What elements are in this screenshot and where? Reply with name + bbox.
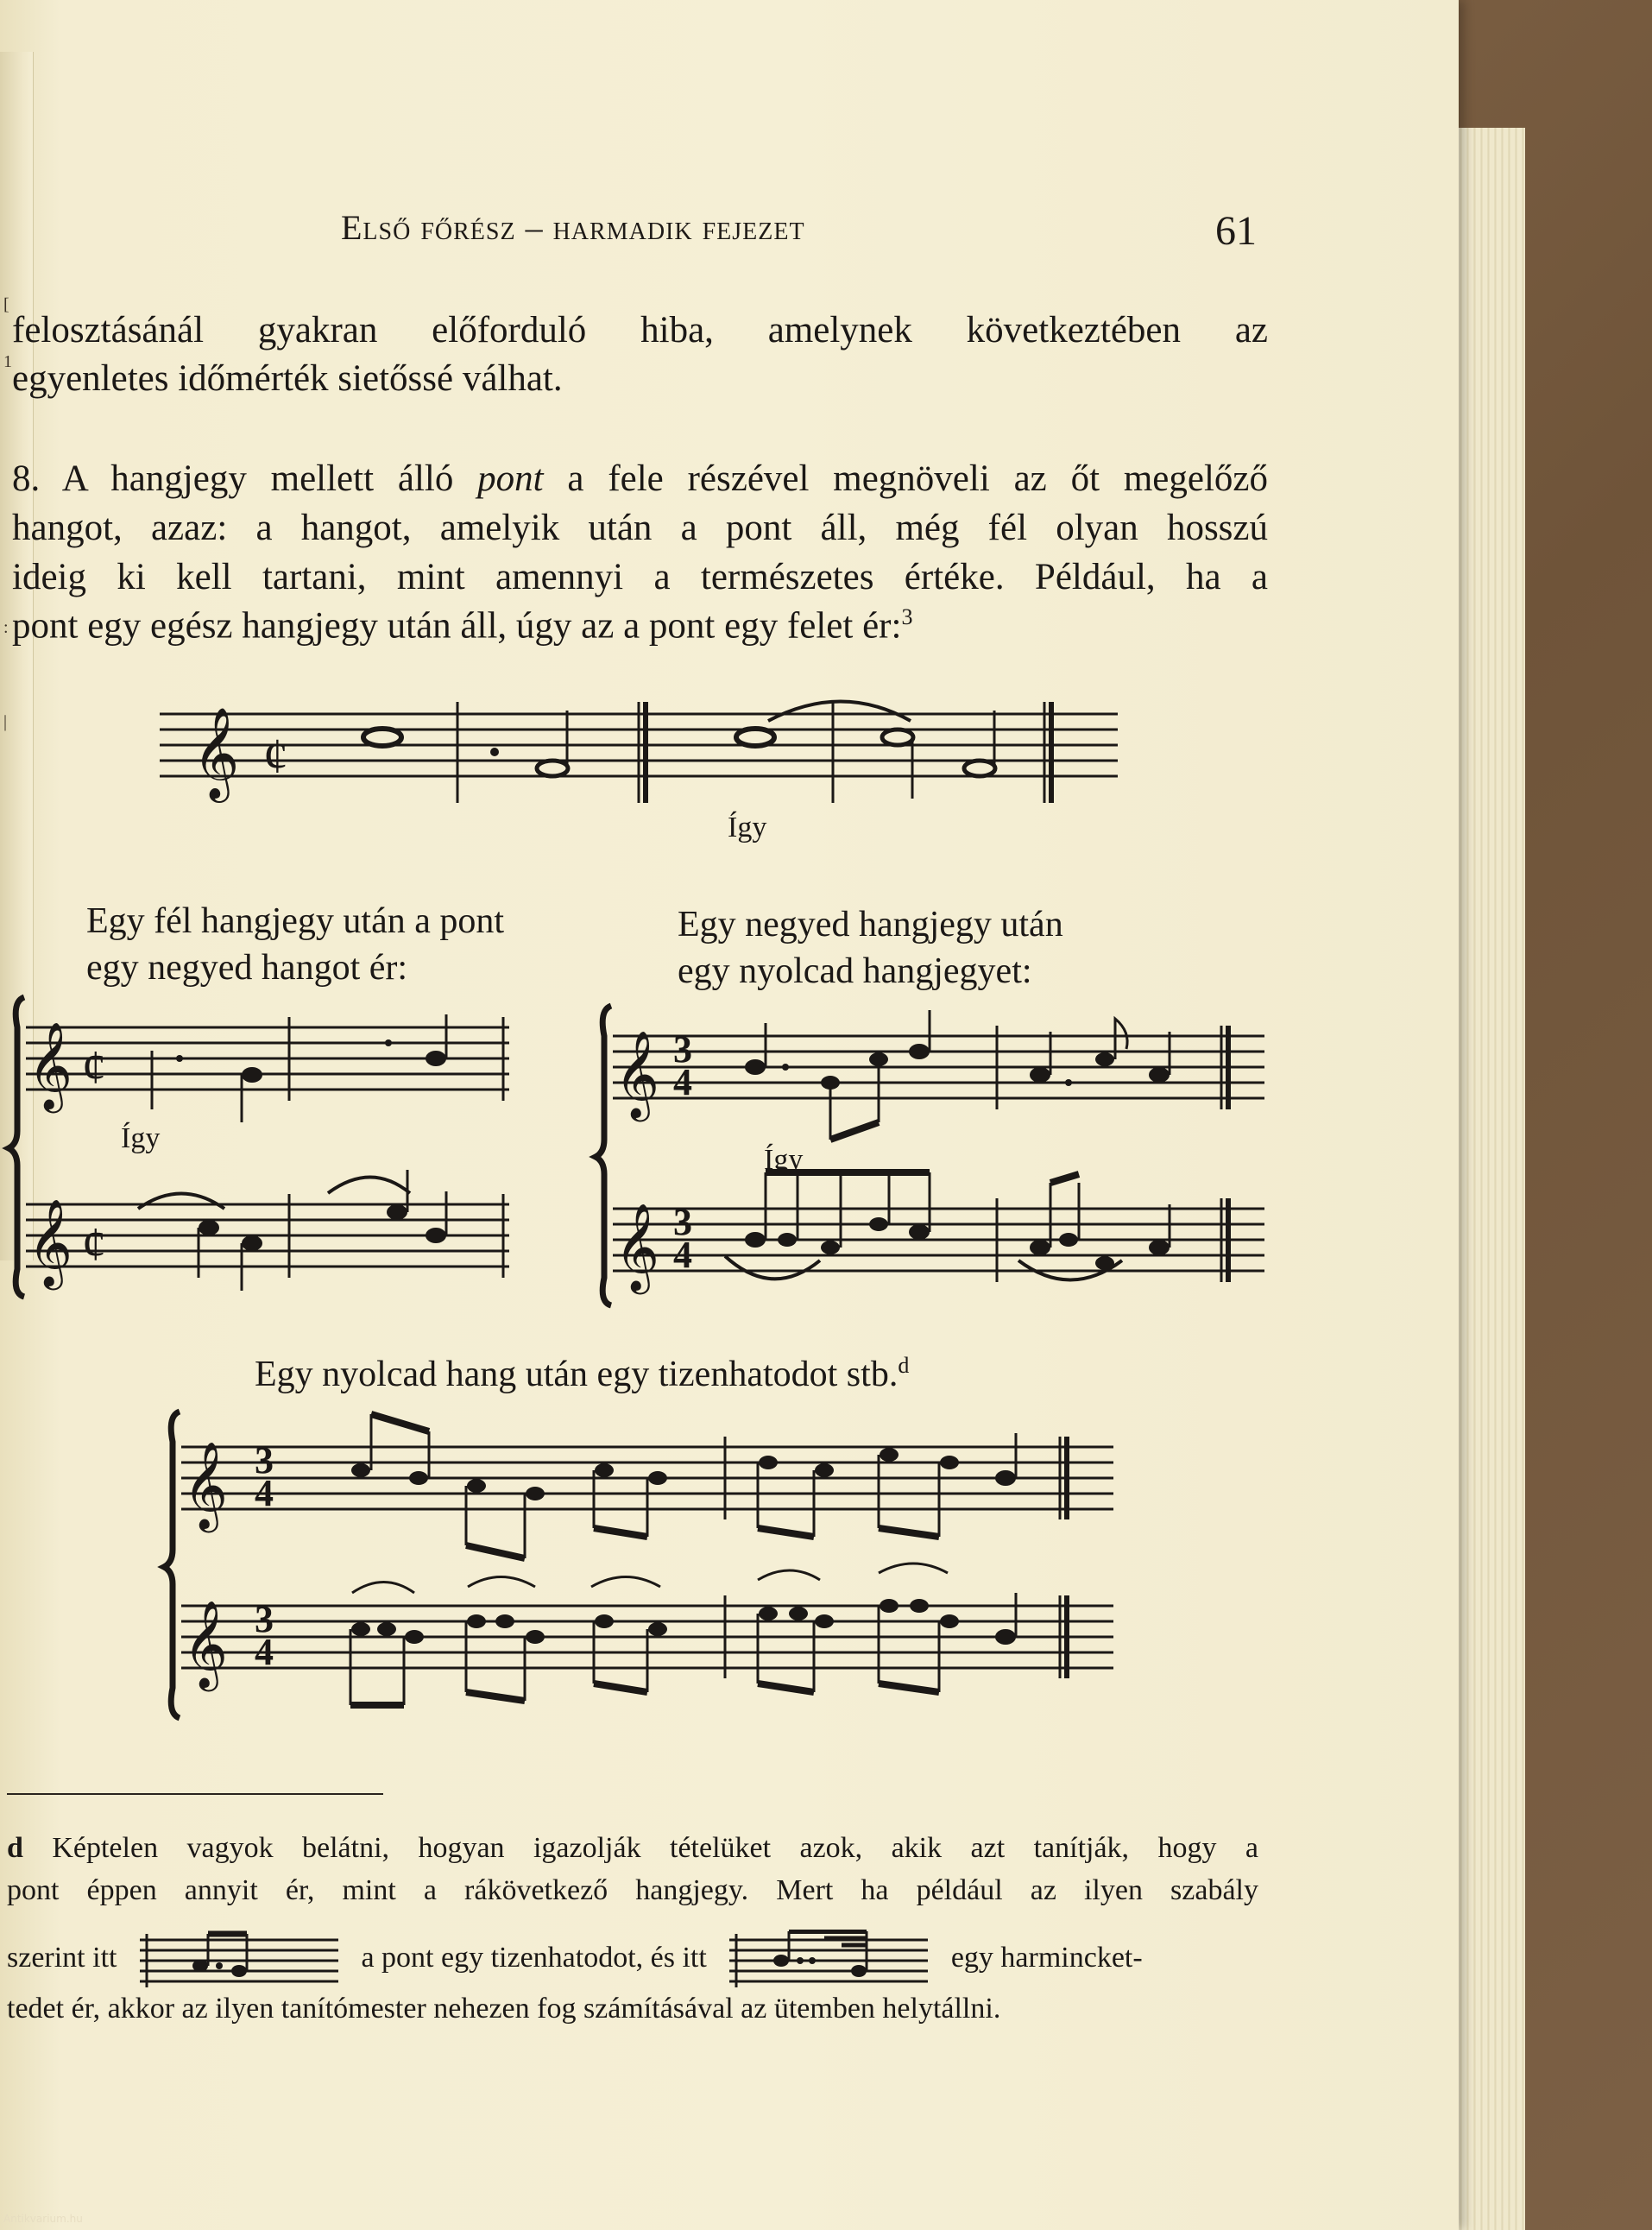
eighth-note — [1095, 1256, 1114, 1270]
quarter-note-caption-line-1: Egy negyed hangjegy után — [678, 905, 1063, 944]
augmentation-dot — [490, 748, 499, 756]
quarter-note — [1030, 1067, 1050, 1083]
footnote-music-snippet-thirtysecond — [729, 1930, 928, 1990]
eighth-note — [745, 1232, 766, 1248]
previous-page-fragment: [ — [3, 295, 9, 314]
quarter-note — [909, 1044, 930, 1059]
time-signature-denominator: 4 — [255, 1472, 274, 1514]
footnote-line-3-b: a pont egy tizenhatodot, és itt — [361, 1941, 707, 1974]
quarter-note — [1030, 1240, 1050, 1255]
sixteenth-note — [815, 1463, 834, 1477]
tie-arc — [758, 1570, 820, 1580]
augmentation-dot — [385, 1039, 392, 1046]
half-note — [964, 761, 995, 776]
beam — [1050, 1174, 1079, 1183]
quarter-note — [745, 1059, 766, 1075]
music-example-eighth-note — [155, 1407, 1122, 1722]
system-brace — [9, 997, 24, 1297]
sixteenth-note — [495, 1614, 514, 1628]
eighth-flag — [1115, 1019, 1127, 1059]
treble-clef-icon: 𝄞 — [192, 706, 240, 799]
footnote-separator — [7, 1793, 383, 1795]
eighth-note — [595, 1463, 614, 1477]
footnote-line-3-c: egy harmincket- — [950, 1941, 1143, 1974]
eighth-note — [1095, 1052, 1114, 1066]
sixteenth-note — [648, 1622, 667, 1636]
time-signature-numerator: 3 — [255, 1598, 274, 1640]
tie-arc — [138, 1194, 224, 1210]
eighth-note — [778, 1233, 797, 1247]
half-note-caption-line-2: egy negyed hangot ér: — [86, 948, 408, 988]
para8-emphasis-pont: pont — [477, 458, 544, 499]
cut-time-signature: ¢ — [82, 1218, 106, 1272]
footnote-line-2: pont éppen annyit ér, mint a rákövetkező hangjegy. Mert ha például az ilyen szabály — [7, 1874, 1258, 1906]
para8-line-4 — [12, 604, 1268, 647]
quarter-note — [242, 1235, 262, 1251]
augmentation-dot — [176, 1055, 183, 1062]
treble-clef-icon: 𝄞 — [28, 1197, 73, 1286]
eighth-note — [467, 1479, 486, 1493]
sixteenth-note — [940, 1456, 959, 1469]
footnote-line-3-a: szerint itt — [7, 1941, 117, 1974]
igy-label: Így — [121, 1122, 161, 1154]
watermark: Antikvarium.hu — [3, 2213, 83, 2225]
eighth-note — [1059, 1233, 1078, 1247]
half-note — [882, 730, 913, 745]
quarter-note — [426, 1051, 446, 1066]
treble-clef-icon: 𝄞 — [615, 1202, 660, 1291]
quarter-note — [199, 1220, 219, 1235]
sixteenth-note — [409, 1471, 428, 1485]
tie-arc — [879, 1564, 948, 1573]
time-signature-numerator: 3 — [673, 1028, 692, 1071]
whole-note — [331, 1027, 365, 1043]
half-note — [123, 1043, 153, 1058]
footnote-ref-d: d — [898, 1353, 910, 1378]
quarter-note — [387, 1204, 407, 1220]
sixteenth-note — [405, 1630, 424, 1644]
tie-arc — [768, 702, 911, 722]
time-signature-numerator: 3 — [255, 1439, 274, 1481]
time-signature-denominator: 4 — [673, 1061, 692, 1103]
eighth-note — [821, 1241, 840, 1254]
para8-line-1-text: 8. A hangjegy mellett álló — [12, 458, 478, 499]
para8-line-4-text: pont egy egész hangjegy után áll, úgy az a pont egy felet ér: — [12, 605, 902, 647]
quarter-note-caption-line-2: egy nyolcad hangjegyet: — [678, 951, 1032, 991]
whole-note — [363, 729, 401, 746]
time-signature-numerator: 3 — [673, 1201, 692, 1243]
tie-arc — [352, 1582, 414, 1594]
footnote-line-4: tedet ér, akkor az ilyen tanítómester nehezen fog számításával az ütemben helytállni. — [7, 1993, 1001, 2025]
body-line-2: egyenletes időmérték sietőssé válhat. — [12, 358, 563, 399]
tie-arc — [468, 1577, 535, 1588]
quarter-note — [426, 1228, 446, 1243]
footnote-line-1 — [7, 1832, 1258, 1865]
igy-label: Így — [728, 812, 767, 843]
body-line-1: felosztásánál gyakran előforduló hiba, amelynek következtében az — [12, 310, 1268, 351]
para8-line-1-rest: a fele részével megnöveli az őt megelőző — [543, 458, 1268, 499]
half-note-caption — [86, 898, 504, 991]
eighth-note — [759, 1456, 778, 1469]
music-example-whole-note — [160, 686, 1118, 812]
quarter-note — [242, 1067, 262, 1083]
footnote-ref-3: 3 — [901, 604, 913, 629]
para8-line-3: ideig ki kell tartani, mint amennyi a természetes értéke. Például, ha a — [12, 557, 1268, 597]
treble-clef-icon: 𝄞 — [183, 1599, 229, 1688]
augmentation-dot — [782, 1064, 789, 1071]
time-signature-denominator: 4 — [255, 1631, 274, 1673]
cut-time-signature: ¢ — [82, 1041, 106, 1095]
sixteenth-note — [940, 1614, 959, 1628]
eighth-note — [351, 1463, 370, 1477]
eighth-note — [880, 1448, 899, 1462]
previous-page-fragment: 1 — [3, 352, 12, 371]
eighth-note — [467, 1614, 486, 1628]
para8-line-2: hangot, azaz: a hangot, amelyik után a pont áll, még fél olyan hosszú — [12, 508, 1268, 548]
tie-arc — [725, 1256, 820, 1279]
footnote-line-3 — [7, 1930, 1258, 1990]
cut-time-signature: ¢ — [263, 728, 288, 784]
running-head: Első főrész – harmadik fejezet — [341, 208, 805, 247]
sixteenth-note — [526, 1487, 545, 1500]
eighth-note — [595, 1614, 614, 1628]
footnote-marker: d — [7, 1832, 23, 1864]
half-note — [331, 1204, 365, 1220]
para8-line-1 — [12, 458, 1268, 500]
whole-note — [736, 729, 774, 746]
sixteenth-note — [648, 1471, 667, 1485]
treble-clef-icon: 𝄞 — [183, 1440, 229, 1529]
beam — [830, 1122, 879, 1140]
eighth-note — [351, 1622, 370, 1636]
sixteenth-note — [526, 1630, 545, 1644]
eighth-note — [759, 1607, 778, 1620]
footnote-line-1-text: Képtelen vagyok belátni, hogyan igazolják tételüket azok, akik azt tanítják, hogy a — [22, 1832, 1258, 1864]
eighth-note-caption — [255, 1342, 909, 1398]
igy-label: Így — [764, 1144, 804, 1176]
quarter-note — [1149, 1067, 1170, 1083]
sixteenth-note — [815, 1614, 834, 1628]
tie-arc — [328, 1178, 410, 1194]
quarter-note — [1149, 1240, 1170, 1255]
sixteenth-note — [910, 1599, 929, 1613]
system-brace — [164, 1412, 180, 1718]
quarter-note — [995, 1470, 1016, 1486]
quarter-note — [995, 1629, 1016, 1645]
eighth-note — [880, 1599, 899, 1613]
previous-page-fragment: | — [3, 712, 8, 731]
half-note-caption-line-1: Egy fél hangjegy után a pont — [86, 901, 505, 941]
half-note — [537, 761, 568, 776]
time-signature-denominator: 4 — [673, 1234, 692, 1276]
music-example-quarter-note — [587, 1001, 1269, 1308]
sixteenth-note — [789, 1607, 808, 1620]
eighth-note-caption-text: Egy nyolcad hang után egy tizenhatodot stb. — [255, 1355, 899, 1394]
eighth-note — [869, 1217, 888, 1231]
augmentation-dot — [1065, 1079, 1072, 1086]
treble-clef-icon: 𝄞 — [615, 1029, 660, 1118]
footnote-music-snippet-sixteenth — [140, 1930, 338, 1990]
treble-clef-icon: 𝄞 — [28, 1020, 73, 1109]
previous-page-fragment: : — [3, 618, 9, 637]
system-brace — [596, 1006, 611, 1305]
sixteenth-note — [377, 1622, 396, 1636]
page-number: 61 — [1215, 208, 1257, 254]
music-example-half-note — [9, 993, 518, 1299]
quarter-note-caption — [678, 901, 1063, 995]
tie-arc — [591, 1577, 660, 1588]
quarter-note — [909, 1224, 930, 1240]
half-note — [123, 1220, 153, 1235]
